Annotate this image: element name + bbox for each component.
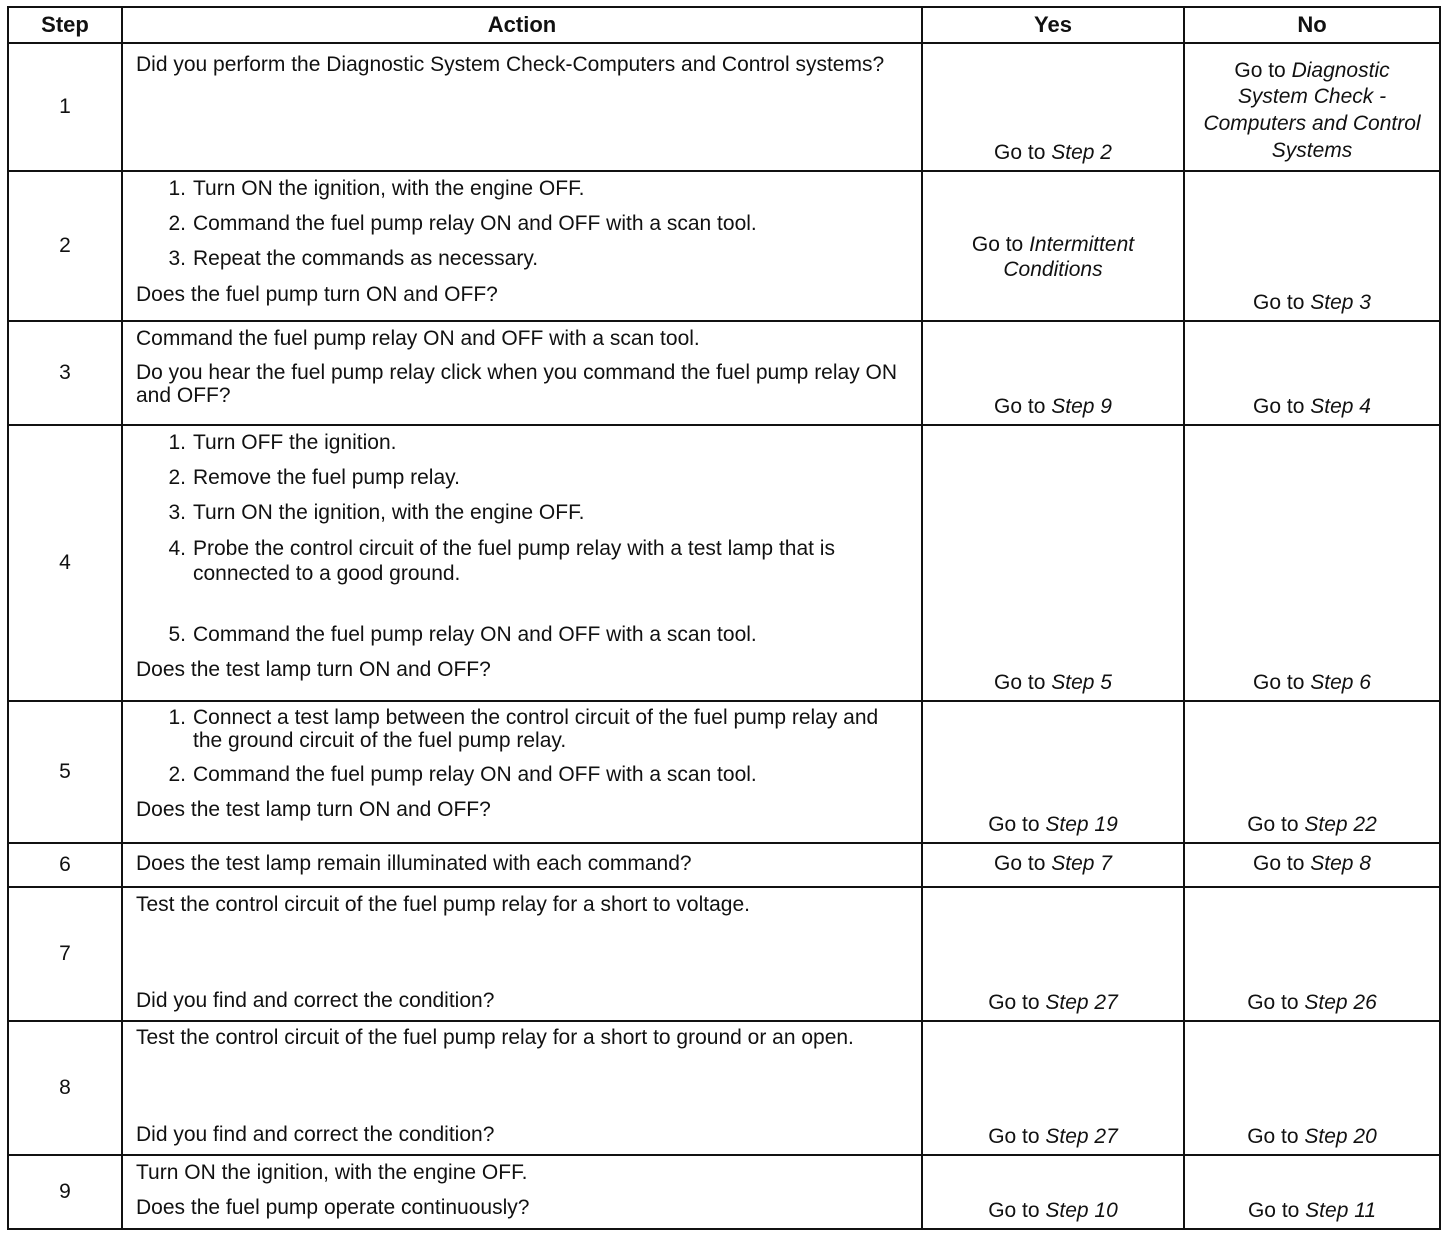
step-number: 6 bbox=[8, 843, 122, 887]
no-link: Step 3 bbox=[1310, 290, 1371, 314]
step-number: 5 bbox=[8, 701, 122, 843]
yes-result[interactable]: Go to Step 9 bbox=[994, 394, 1112, 418]
action-question: Does the fuel pump turn ON and OFF? bbox=[136, 282, 498, 306]
step-number: 3 bbox=[8, 321, 122, 425]
yes-result[interactable]: Go to Intermittent Conditions bbox=[971, 233, 1135, 282]
table-row bbox=[8, 843, 1440, 887]
step-number: 9 bbox=[8, 1155, 122, 1229]
no-result[interactable]: Go to Step 11 bbox=[1247, 1198, 1377, 1222]
no-cell bbox=[1184, 43, 1440, 171]
yes-result[interactable]: Go to Step 10 bbox=[988, 1198, 1118, 1222]
no-link: Diagnostic System Check - Computers and Control Systems bbox=[1203, 58, 1421, 163]
yes-cell bbox=[922, 1155, 1184, 1229]
no-cell bbox=[1184, 171, 1440, 321]
diagnostic-table bbox=[7, 6, 1441, 1230]
yes-link: Step 27 bbox=[1045, 1124, 1118, 1148]
table-row bbox=[8, 887, 1440, 1021]
no-result[interactable]: Go to Step 3 bbox=[1253, 290, 1371, 314]
action-text: Does the test lamp remain illuminated with each command? bbox=[136, 852, 692, 876]
action-text: Does the fuel pump operate continuously? bbox=[136, 1196, 530, 1220]
no-result[interactable]: Go to Step 26 bbox=[1247, 990, 1377, 1014]
step-number: 7 bbox=[8, 887, 122, 1021]
yes-result[interactable]: Go to Step 19 bbox=[988, 812, 1118, 836]
no-cell bbox=[1184, 1021, 1440, 1155]
action-cell bbox=[122, 1021, 922, 1155]
table-row bbox=[8, 1021, 1440, 1155]
no-link: Step 4 bbox=[1310, 394, 1371, 418]
action-text: Turn ON the ignition, with the engine OFF. bbox=[136, 1161, 528, 1184]
table-row bbox=[8, 321, 1440, 425]
action-cell bbox=[122, 701, 922, 843]
yes-result[interactable]: Go to Step 7 bbox=[994, 852, 1112, 875]
action-step-item: 2. Command the fuel pump relay ON and OFF with a scan tool. bbox=[168, 212, 757, 236]
action-cell bbox=[122, 425, 922, 701]
action-steps bbox=[136, 706, 909, 787]
action-cell bbox=[122, 171, 922, 321]
yes-link: Step 5 bbox=[1051, 670, 1112, 694]
no-cell bbox=[1184, 887, 1440, 1021]
action-step-item: 4. Probe the control circuit of the fuel pump relay with a test lamp that is connected to a good ground. bbox=[168, 536, 835, 585]
action-text: Test the control circuit of the fuel pump relay for a short to voltage. bbox=[136, 893, 750, 916]
action-step-item: 2. Command the fuel pump relay ON and OFF with a scan tool. bbox=[168, 763, 757, 787]
no-result[interactable]: Go to Diagnostic System Check - Computers and Control Systems bbox=[1203, 58, 1421, 163]
table-row bbox=[8, 171, 1440, 321]
header-no: No bbox=[1184, 7, 1440, 43]
table-row bbox=[8, 1155, 1440, 1229]
action-step-item: 5. Command the fuel pump relay ON and OFF with a scan tool. bbox=[168, 622, 757, 646]
yes-result[interactable]: Go to Step 27 bbox=[988, 1124, 1118, 1148]
yes-link: Step 2 bbox=[1051, 140, 1112, 164]
yes-cell bbox=[922, 843, 1184, 887]
yes-cell bbox=[922, 1021, 1184, 1155]
yes-result[interactable]: Go to Step 2 bbox=[994, 140, 1112, 164]
header-step: Step bbox=[8, 7, 122, 43]
step-number: 4 bbox=[8, 425, 122, 701]
no-link: Step 11 bbox=[1305, 1198, 1377, 1222]
header-action: Action bbox=[122, 7, 922, 43]
action-step-item: 1. Connect a test lamp between the control circuit of the fuel pump relay and the ground circuit of the fuel pump relay. bbox=[168, 706, 879, 753]
header-yes: Yes bbox=[922, 7, 1184, 43]
action-text: Did you perform the Diagnostic System Check-Computers and Control systems? bbox=[136, 53, 885, 76]
action-cell bbox=[122, 321, 922, 425]
no-result[interactable]: Go to Step 22 bbox=[1247, 812, 1377, 836]
action-text: Test the control circuit of the fuel pump relay for a short to ground or an open. bbox=[136, 1026, 854, 1049]
yes-cell bbox=[922, 43, 1184, 171]
no-result[interactable]: Go to Step 8 bbox=[1253, 852, 1371, 875]
action-question: Does the test lamp turn ON and OFF? bbox=[136, 798, 491, 822]
step-number: 1 bbox=[8, 43, 122, 171]
action-cell bbox=[122, 843, 922, 887]
no-cell bbox=[1184, 701, 1440, 843]
header-row bbox=[8, 7, 1440, 43]
yes-result[interactable]: Go to Step 5 bbox=[994, 670, 1112, 694]
action-cell bbox=[122, 43, 922, 171]
no-result[interactable]: Go to Step 20 bbox=[1247, 1124, 1377, 1148]
no-link: Step 20 bbox=[1304, 1124, 1377, 1148]
no-result[interactable]: Go to Step 6 bbox=[1253, 670, 1371, 694]
no-cell bbox=[1184, 321, 1440, 425]
action-steps bbox=[136, 430, 909, 647]
table-row bbox=[8, 701, 1440, 843]
action-cell bbox=[122, 1155, 922, 1229]
yes-cell bbox=[922, 887, 1184, 1021]
yes-link: Step 10 bbox=[1045, 1198, 1118, 1222]
no-link: Step 22 bbox=[1304, 812, 1377, 836]
yes-cell bbox=[922, 171, 1184, 321]
no-cell bbox=[1184, 425, 1440, 701]
action-steps bbox=[136, 176, 909, 272]
action-cell bbox=[122, 887, 922, 1021]
yes-link: Step 7 bbox=[1051, 852, 1112, 875]
step-number: 2 bbox=[8, 171, 122, 321]
yes-link: Step 9 bbox=[1051, 394, 1112, 418]
action-question: Does the test lamp turn ON and OFF? bbox=[136, 658, 491, 682]
yes-link: Step 27 bbox=[1045, 990, 1118, 1014]
action-step-item: 3. Repeat the commands as necessary. bbox=[168, 247, 539, 271]
no-link: Step 8 bbox=[1310, 852, 1371, 875]
yes-link: Intermittent Conditions bbox=[1003, 233, 1135, 282]
no-link: Step 26 bbox=[1304, 990, 1377, 1014]
action-step-item: 1. Turn ON the ignition, with the engine OFF. bbox=[168, 177, 585, 200]
action-step-item: 3. Turn ON the ignition, with the engine OFF. bbox=[168, 501, 585, 525]
no-cell bbox=[1184, 1155, 1440, 1229]
no-result[interactable]: Go to Step 4 bbox=[1253, 394, 1371, 418]
table-row bbox=[8, 425, 1440, 701]
yes-link: Step 19 bbox=[1045, 812, 1118, 836]
action-step-item: 2. Remove the fuel pump relay. bbox=[168, 466, 460, 490]
yes-cell bbox=[922, 425, 1184, 701]
action-text: Command the fuel pump relay ON and OFF with a scan tool. bbox=[136, 327, 700, 350]
no-link: Step 6 bbox=[1310, 670, 1371, 694]
action-question: Did you find and correct the condition? bbox=[136, 988, 495, 1012]
action-question: Did you find and correct the condition? bbox=[136, 1122, 495, 1146]
action-step-item: 1. Turn OFF the ignition. bbox=[168, 431, 397, 454]
yes-cell bbox=[922, 321, 1184, 425]
yes-result[interactable]: Go to Step 27 bbox=[988, 990, 1118, 1014]
step-number: 8 bbox=[8, 1021, 122, 1155]
no-cell bbox=[1184, 843, 1440, 887]
yes-cell bbox=[922, 701, 1184, 843]
table-row bbox=[8, 43, 1440, 171]
action-text: Do you hear the fuel pump relay click when you command the fuel pump relay ON and OFF? bbox=[136, 361, 898, 408]
